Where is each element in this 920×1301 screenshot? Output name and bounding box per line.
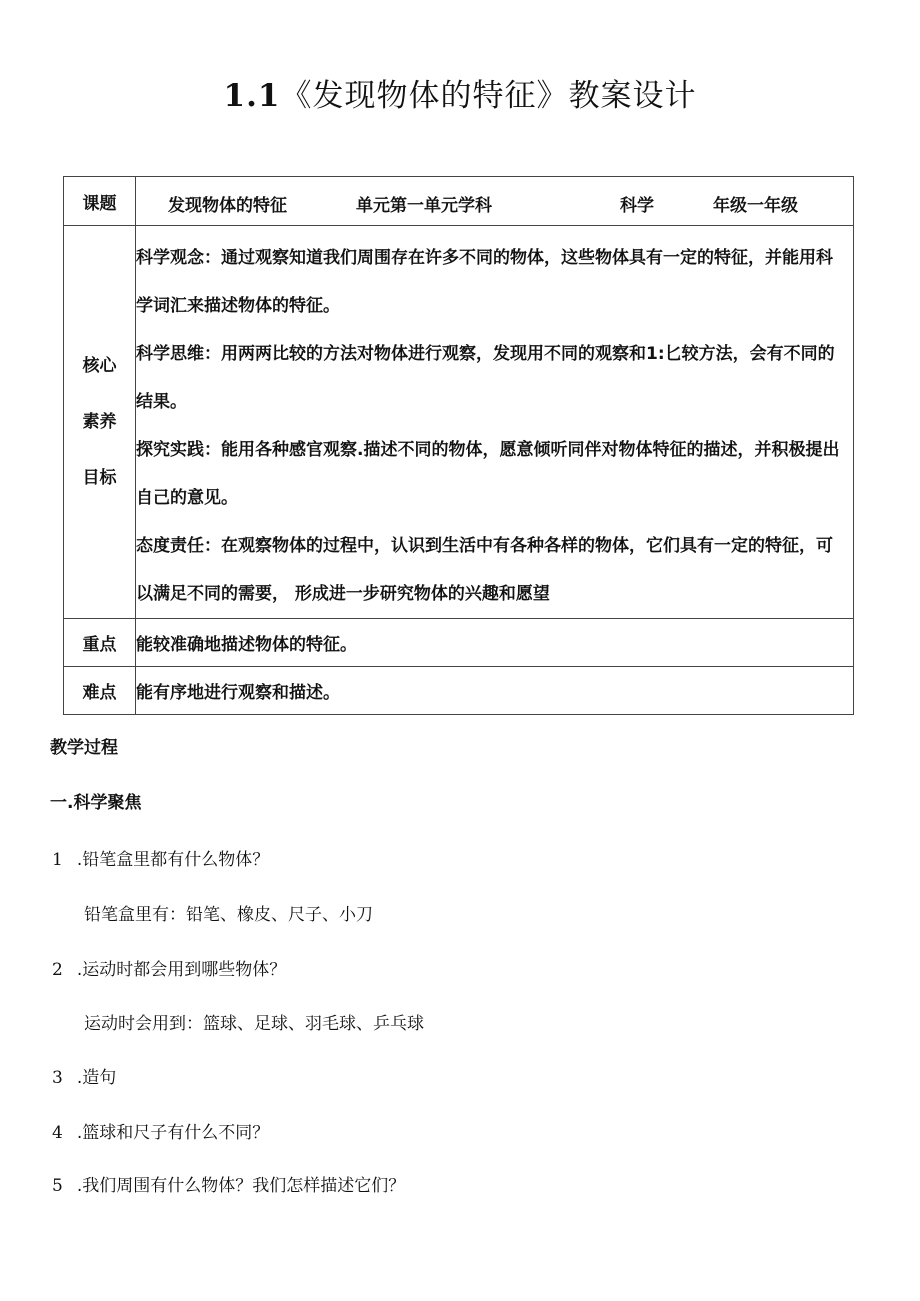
item-1-answer: 铅笔盒里有：铅笔、橡皮、尺子、小刀 [84, 905, 373, 925]
goal-attitude-responsibility: 态度责任：在观察物体的过程中，认识到生活中有各种各样的物体，它们具有一定的特征，可以满足不同的需要， 形成进一步研究物体的兴趣和愿望 [136, 536, 833, 604]
item-question: .我们周围有什么物体？我们怎样描述它们？ [76, 1176, 406, 1196]
item-number: 1 [52, 850, 63, 870]
list-item-5 [52, 1171, 405, 1196]
section-science-focus: 一.科学聚焦 [50, 793, 142, 813]
list-item-1 [52, 845, 269, 870]
topic-label-cell [64, 177, 136, 226]
lesson-plan-table [63, 176, 854, 715]
document-title [0, 70, 920, 115]
grade-text: 年级一年级 [713, 196, 798, 216]
item-question: .造句 [76, 1068, 117, 1088]
goals-row [64, 226, 854, 619]
item-question: .运动时都会用到哪些物体？ [76, 960, 287, 980]
title-number: 1.1 [223, 78, 281, 114]
item-number: 5 [52, 1176, 63, 1196]
goals-label-line-2: 素养 [82, 412, 117, 432]
item-number: 3 [52, 1068, 63, 1088]
topic-value: 发现物体的特征 [168, 196, 287, 216]
list-item-4 [52, 1118, 269, 1143]
item-number: 2 [52, 960, 63, 980]
table-header-row [64, 177, 854, 226]
goals-label-line-1: 核心 [82, 356, 117, 376]
process-heading: 教学过程 [50, 738, 118, 758]
header-info-cell [136, 177, 854, 226]
item-2-answer: 运动时会用到：篮球、足球、羽毛球、乒乓球 [84, 1014, 424, 1034]
subject-value: 科学 [620, 196, 654, 216]
goal-science-thinking: 科学思维：用两两比较的方法对物体进行观察，发现用不同的观察和1:匕较方法，会有不同的结果。 [136, 344, 835, 412]
topic-label: 课题 [82, 193, 117, 214]
item-question: .篮球和尺子有什么不同？ [76, 1123, 270, 1143]
list-item-2 [52, 955, 286, 980]
goal-science-concept: 科学观念：通过观察知道我们周围存在许多不同的物体，这些物体具有一定的特征，并能用科学词汇来描述物体的特征。 [136, 248, 833, 316]
list-item-3 [52, 1063, 116, 1088]
title-text: 《发现物体的特征》教案设计 [280, 78, 697, 114]
key-point-row [64, 619, 854, 667]
unit-text: 单元第一单元学科 [356, 196, 492, 216]
difficulty-row [64, 667, 854, 715]
goals-label-cell [64, 226, 136, 619]
goal-inquiry-practice: 探究实践：能用各种感官观察.描述不同的物体，愿意倾听同伴对物体特征的描述，并积极提出自己的意见。 [136, 440, 840, 508]
item-question: .铅笔盒里都有什么物体？ [76, 850, 270, 870]
key-point-label: 重点 [64, 619, 136, 667]
difficulty-label: 难点 [64, 667, 136, 715]
key-point-value: 能较准确地描述物体的特征。 [136, 619, 854, 667]
item-number: 4 [52, 1123, 63, 1143]
goals-label-line-3: 目标 [82, 468, 117, 488]
difficulty-value: 能有序地进行观察和描述。 [136, 667, 854, 715]
goals-content-cell [136, 226, 854, 619]
